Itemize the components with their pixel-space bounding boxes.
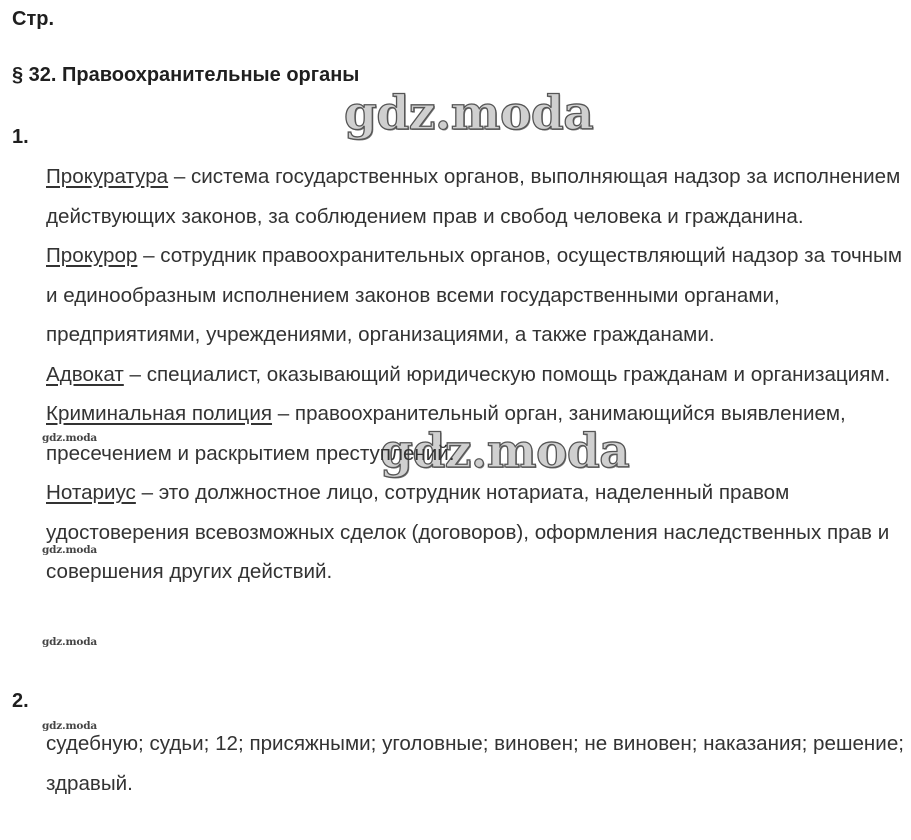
section-title: § 32. Правоохранительные органы	[12, 64, 360, 86]
definition-term: Прокуратура	[46, 165, 169, 188]
definition-term: Адвокат	[46, 362, 124, 386]
definition-term: Нотариус	[46, 481, 136, 504]
watermark-logo: gdz.moda	[344, 86, 594, 141]
watermark-small: gdz.moda	[42, 544, 97, 556]
definition-text: – система государственных органов, выполняющая надзор за исполнением действующих законов, за соблюдением прав и свобод человека и гражданина.	[46, 165, 901, 228]
definition-item	[46, 355, 906, 395]
watermark-logo: gdz.moda	[380, 424, 630, 479]
watermark-small: gdz.moda	[42, 720, 97, 732]
task-number: 1.	[12, 126, 29, 148]
definitions-list	[46, 157, 906, 592]
page-label: Стр.	[12, 8, 55, 30]
definition-item	[46, 473, 906, 592]
answer-text: судебную; судьи; 12; присяжными; уголовные; виновен; не виновен; наказания; решение; здравый.	[46, 732, 904, 795]
definition-item	[46, 236, 906, 355]
definition-text: – это должностное лицо, сотрудник нотариата, наделенный правом удостоверения всевозможных сделок (договоров), оформления наследственных прав и совершения других действий.	[46, 481, 890, 583]
task-number: 2.	[12, 690, 29, 712]
watermark-small: gdz.moda	[42, 636, 97, 648]
definition-item	[46, 394, 906, 473]
definition-item	[46, 157, 906, 236]
definition-text: – специалист, оказывающий юридическую помощь гражданам и организациям.	[123, 362, 891, 386]
definition-text: – правоохранительный орган, занимающийся выявлением, пресечением и раскрытием преступлений.	[46, 402, 846, 465]
definition-term: Прокурор	[46, 244, 138, 267]
watermark-small: gdz.moda	[42, 432, 97, 444]
definition-text: – сотрудник правоохранительных органов, осуществляющий надзор за точным и единообразным исполнением законов всеми государственными органами, предприятиями, учреждениями, организациями, а также гражданами.	[46, 244, 903, 346]
definition-term: Криминальная полиция	[46, 402, 273, 425]
